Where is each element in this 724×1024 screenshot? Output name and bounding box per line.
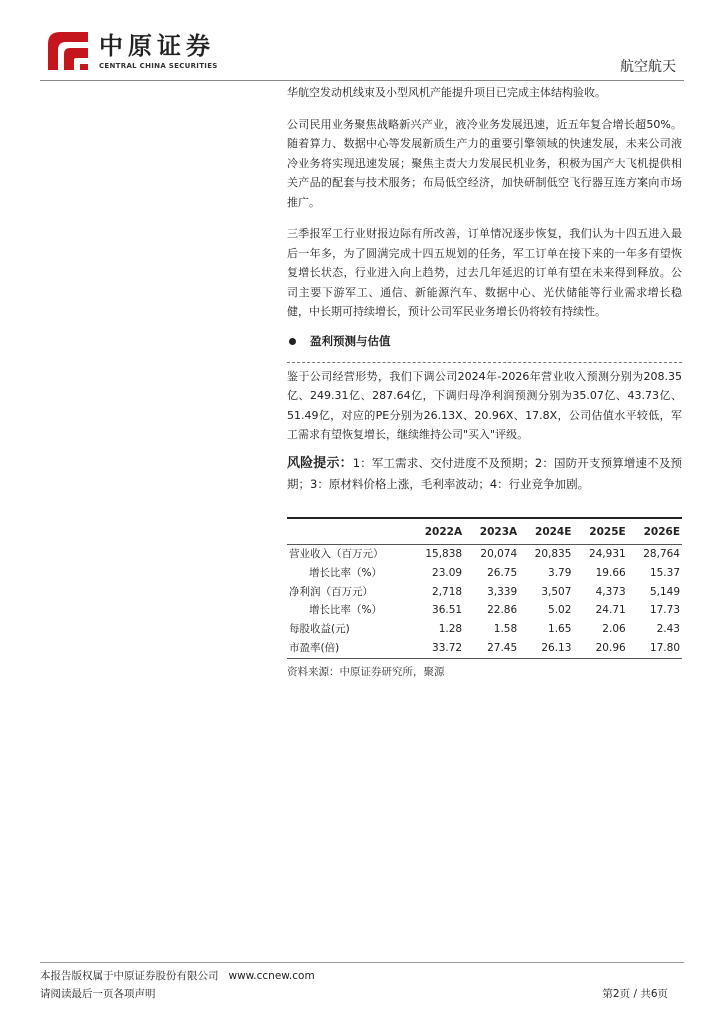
paragraph-2: 公司民用业务聚焦战略新兴产业，液冷业务发展迅速，近五年复合增长超50%。随着算力、数据中心等发展新质生产力的重要引擎领域的快速发展，未来公司液冷业务将实现迅速发展；聚焦主责大力发展民机业务，积极为国产大飞机提供相关产品的配套与技术服务；布局低空经济，加快研制低空飞行器互连方案向市场推广。 [287,117,682,209]
row-label: 营业收入（百万元） [289,548,384,560]
table-cell: 20,835 [534,548,572,560]
table-header-row [287,518,682,545]
table-cell: 1.58 [493,623,518,636]
table-cell: 15,838 [425,548,463,560]
table-row [287,545,682,564]
table-cell: 3,339 [487,585,518,598]
table-source: 资料来源：中原证券研究所，聚源 [287,665,445,678]
table-row [287,601,682,620]
table-cell: 2.43 [656,623,680,636]
brand-name-cn: 中原证券 [99,32,215,60]
table-cell: 26.75 [487,566,518,579]
paragraph-1: 华航空发动机线束及小型风机产能提升项目已完成主体结构验收。 [287,86,606,99]
page-number: 第2页 / 共6页 [602,988,668,1000]
table-header-cell [287,518,409,545]
table-cell: 4,373 [595,585,626,598]
bullet-icon [289,338,296,345]
risk-text: 1：军工需求、交付进度不及预期；2：国防开支预算增速不及预期；3：原材料价格上涨，毛利率波动；4：行业竞争加剧。 [287,455,682,491]
table-cell: 27.45 [487,641,518,654]
table-cell: 28,764 [643,548,680,560]
table-row [287,583,682,602]
section-title: 航空航天 [620,59,676,75]
brand-name-en: CENTRAL CHINA SECURITIES [99,62,218,70]
company-logo-icon [46,30,90,72]
table-cell: 22.86 [487,604,518,617]
table-header-cell: 2023A [479,525,518,538]
table-header-cell: 2025E [589,525,626,538]
table-cell: 1.28 [438,623,463,636]
risk-warning [287,453,682,495]
table-cell: 17.73 [649,604,680,617]
table-cell: 5.02 [548,604,572,617]
table-cell: 19.66 [595,566,626,579]
table-header-cell: 2024E [535,525,572,538]
paragraph-3: 三季报军工行业财报边际有所改善，订单情况逐步恢复，我们认为十四五进入最后一年多，为了圆满完成十四五规划的任务，军工订单在接下来的一年多有望恢复增长状态，行业进入向上趋势，过去几年延迟的订单有望在未来得到释放。公司主要下游军工、通信、新能源汽车、数据中心、光伏储能等行业需求增长稳健，中长期可持续增长，预计公司军民业务增长仍将较有持续性。 [287,227,682,318]
table-cell: 26.13 [541,641,572,654]
footer-divider [40,962,684,963]
table-header-cell: 2026E [643,525,680,538]
section-heading-text: 盈利预测与估值 [310,333,391,348]
table-cell: 20.96 [595,641,626,654]
risk-label: 风险提示： [287,455,353,471]
table-cell: 33.72 [432,641,463,654]
table-row [287,620,682,639]
footer-website-link[interactable]: www.ccnew.com [228,970,315,982]
table-cell: 20,074 [480,548,518,560]
table-cell: 15.37 [649,566,680,579]
row-label: 每股收益(元) [289,623,350,636]
table-cell: 3,507 [541,585,572,598]
row-label: 市盈率(倍) [289,641,340,654]
table-cell: 2.06 [602,623,626,636]
footer-disclaimer: 请阅读最后一页各项声明 [40,988,156,1000]
table-row [287,564,682,583]
row-label: 增长比率（%） [309,604,382,617]
paragraph-4: 鉴于公司经营形势，我们下调公司2024年-2026年营业收入预测分别为208.35亿、249.31亿、287.64亿，下调归母净利润预测分别为35.07亿、43.73亿、51.49亿，对应的PE分别为26.13X、20.96X、17.8X，公司估值水平较低，军工需求有望恢复增长，继续维持公司"买入"评级。 [287,369,682,441]
financial-forecast-table [287,517,682,659]
table-cell: 24,931 [588,548,626,560]
table-cell: 2,718 [432,585,463,598]
page-header [0,0,724,80]
table-cell: 17.80 [649,641,680,654]
footer-copyright: 本报告版权属于中原证券股份有限公司 [40,970,219,982]
row-label: 增长比率（%） [309,566,382,579]
table-cell: 23.09 [432,566,463,579]
report-body [287,83,682,682]
table-cell: 24.71 [595,604,626,617]
table-cell: 3.79 [548,566,572,579]
table-cell: 36.51 [432,604,463,617]
table-header-cell: 2022A [424,525,463,538]
row-label: 净利润（百万元） [289,585,373,598]
table-cell: 1.65 [548,623,572,636]
table-row [287,639,682,658]
footer-copyright-line [40,968,315,983]
header-divider [40,80,684,81]
section-heading [287,322,682,362]
table-cell: 5,149 [649,585,680,598]
